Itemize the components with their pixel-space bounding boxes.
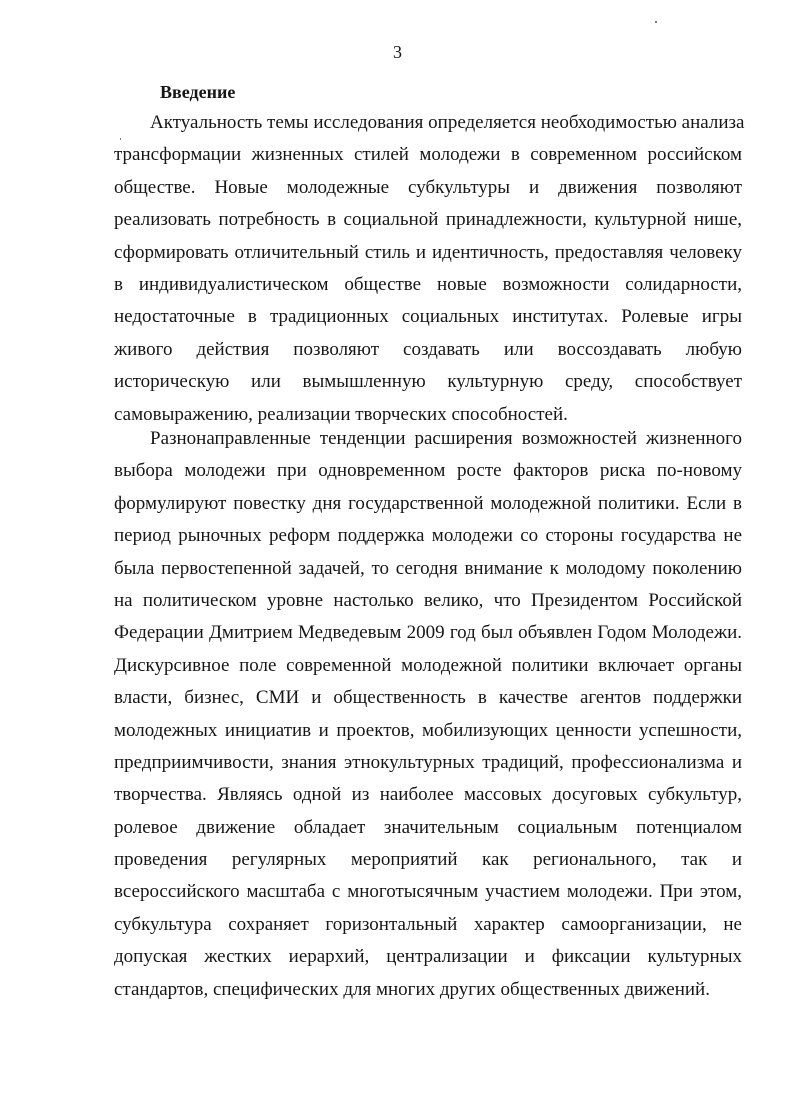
text-line: историческую или вымышленную культурную среду, способствует xyxy=(114,371,742,393)
page-number: 3 xyxy=(393,42,402,62)
paragraph-1 xyxy=(114,107,745,431)
text-line: творчества. Являясь одной из наиболее массовых досуговых субкультур, xyxy=(114,784,742,806)
text-line: была первостепенной задачей, то сегодня внимание к молодому поколению xyxy=(114,557,742,579)
text-line: стандартов, специфических для многих других общественных движений. xyxy=(114,978,710,1000)
text-line: трансформации жизненных стилей молодежи в современном российском xyxy=(114,144,742,166)
text-line: всероссийского масштаба с многотысячным участием молодежи. При этом, xyxy=(114,881,742,903)
text-line: формулируют повестку дня государственной молодежной политики. Если в xyxy=(114,492,742,514)
text-line: предприимчивости, знания этнокультурных традиций, профессионализма и xyxy=(114,751,742,773)
text-line: реализовать потребность в социальной принадлежности, культурной нише, xyxy=(114,209,742,231)
text-line: Разнонаправленные тенденции расширения возможностей жизненного xyxy=(150,428,742,449)
text-line: допуская жестких иерархий, централизации и фиксации культурных xyxy=(114,946,742,968)
text-line: обществе. Новые молодежные субкультуры и движения позволяют xyxy=(114,176,742,198)
text-line: проведения регулярных мероприятий как регионального, так и xyxy=(114,849,742,871)
paragraph-2 xyxy=(114,423,742,1006)
text-line: ролевое движение обладает значительным социальным потенциалом xyxy=(114,816,742,838)
text-line: период рыночных реформ поддержка молодежи со стороны государства не xyxy=(114,525,742,547)
text-line: Актуальность темы исследования определяется необходимостью анализа xyxy=(150,112,745,133)
text-line: Дискурсивное поле современной молодежной политики включает органы xyxy=(114,654,742,676)
section-heading: Введение xyxy=(160,82,236,102)
scan-speck xyxy=(655,21,657,23)
text-line: Федерации Дмитрием Медведевым 2009 год был объявлен Годом Молодежи. xyxy=(114,622,742,644)
text-line: субкультура сохраняет горизонтальный характер самоорганизации, не xyxy=(114,913,742,935)
text-line: сформировать отличительный стиль и идентичность, предоставляя человеку xyxy=(114,241,742,263)
text-line: живого действия позволяют создавать или воссоздавать любую xyxy=(114,338,742,360)
text-line: молодежных инициатив и проектов, мобилизующих ценности успешности, xyxy=(114,719,742,741)
text-line: власти, бизнес, СМИ и общественность в качестве агентов поддержки xyxy=(114,687,742,709)
text-line: самовыражению, реализации творческих способностей. xyxy=(114,403,568,425)
text-line: недостаточные в традиционных социальных институтах. Ролевые игры xyxy=(114,306,742,328)
text-line: на политическом уровне настолько велико, что Президентом Российской xyxy=(114,589,742,611)
text-line: выбора молодежи при одновременном росте факторов риска по-новому xyxy=(114,460,742,482)
text-line: в индивидуалистическом обществе новые возможности солидарности, xyxy=(114,273,742,295)
